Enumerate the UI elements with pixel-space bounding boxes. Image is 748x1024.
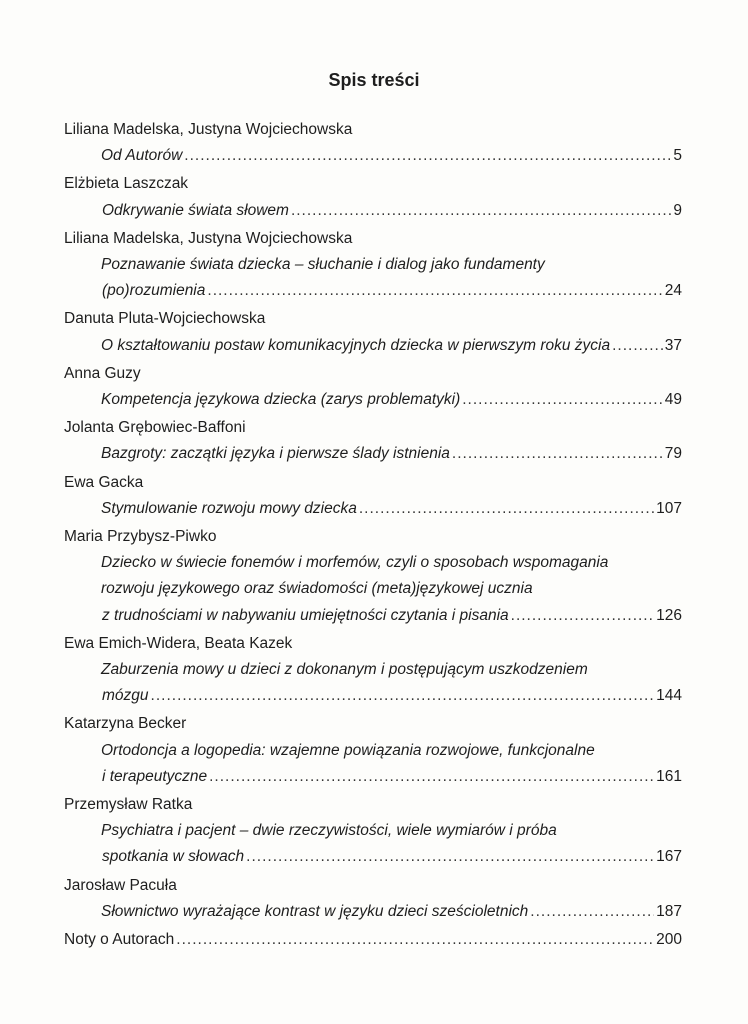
dot-leader: [209, 765, 654, 789]
toc-entry-author: Elżbieta Laszczak: [64, 175, 189, 193]
toc-entry-author: Jarosław Pacuła: [64, 876, 177, 894]
toc-entry-title-leader: [102, 199, 682, 223]
toc-entry-author: Liliana Madelska, Justyna Wojciechowska: [64, 121, 353, 138]
toc-entry-page-number: 9: [673, 201, 682, 219]
toc-entry-title-leader: [101, 388, 682, 412]
dot-leader: [246, 845, 654, 869]
toc-notes-leader: [64, 928, 682, 952]
toc-entry-title: Stymulowanie rozwoju mowy dziecka: [101, 499, 357, 517]
toc-notes-page-number: 200: [656, 931, 682, 948]
toc-entry-author: Anna Guzy: [64, 364, 141, 382]
dot-leader: [176, 928, 654, 952]
toc-entry-author: Danuta Pluta-Wojciechowska: [64, 310, 266, 328]
toc-entry-title-line: rozwoju językowego oraz świadomości (meta)językowej ucznia: [101, 580, 533, 598]
toc-entry-title-leader: [102, 845, 682, 869]
toc-entry-author: Maria Przybysz-Piwko: [64, 528, 217, 545]
toc-entry-title-line: Psychiatra i pacjent – dwie rzeczywistości, wiele wymiarów i próba: [101, 822, 557, 840]
toc-entry-title-line: Ortodoncja a logopedia: wzajemne powiązania rozwojowe, funkcjonalne: [101, 741, 595, 759]
toc-entry-title-line: Dziecko w świecie fonemów i morfemów, czyli o sposobach wspomagania: [101, 554, 609, 572]
toc-entry-title: Słownictwo wyrażające kontrast w języku dzieci sześcioletnich: [101, 902, 529, 920]
toc-notes-label: Noty o Autorach: [64, 931, 175, 948]
toc-entry-title: i terapeutyczne: [102, 767, 208, 785]
toc-entry-author: Jolanta Grębowiec-Baffoni: [64, 419, 246, 437]
toc-entry-title: mózgu: [102, 687, 149, 705]
toc-entry-page-number: 167: [656, 848, 682, 866]
toc-entry-page-number: 187: [656, 902, 682, 920]
toc-entry-page-number: 161: [656, 767, 682, 785]
toc-entry-title-leader: [101, 442, 682, 466]
toc-entry-page-number: 107: [656, 499, 682, 517]
toc-entry-title-leader: [102, 684, 682, 708]
toc-entry-title: z trudnościami w nabywaniu umiejętności czytania i pisania: [102, 606, 509, 624]
toc-entry-title-line: Poznawanie świata dziecka – słuchanie i dialog jako fundamenty: [101, 256, 545, 273]
toc-entry-title: Bazgroty: zaczątki języka i pierwsze ślady istnienia: [101, 445, 450, 463]
page-title: Spis treści: [328, 70, 420, 90]
toc-entry-title-leader: [101, 900, 682, 924]
dot-leader: [462, 388, 663, 412]
dot-leader: [207, 279, 662, 303]
toc-entry-title: (po)rozumienia: [102, 282, 206, 300]
toc-entry-page-number: 126: [656, 606, 682, 624]
toc-entry-author: Ewa Emich-Widera, Beata Kazek: [64, 634, 293, 652]
toc-entry-title: O kształtowaniu postaw komunikacyjnych dziecka w pierwszym roku życia: [101, 336, 611, 354]
toc-entry-page-number: 37: [664, 336, 682, 354]
dot-leader: [452, 442, 663, 466]
toc-entry-title: spotkania w słowach: [102, 848, 245, 866]
toc-entry-title-leader: [101, 497, 682, 521]
toc-entry-title: Od Autorów: [101, 147, 183, 165]
toc-entry-author: Ewa Gacka: [64, 473, 144, 491]
toc-entry-page-number: 79: [664, 445, 682, 463]
toc-entry-title-leader: [102, 765, 682, 789]
toc-entry-title-line: Zaburzenia mowy u dzieci z dokonanym i postępującym uszkodzeniem: [101, 661, 588, 678]
toc-entry-page-number: 144: [656, 687, 682, 705]
toc-entry-author: Przemysław Ratka: [64, 796, 193, 813]
toc-entry-page-number: 24: [664, 282, 682, 300]
dot-leader: [184, 144, 671, 168]
toc-entry-author: Liliana Madelska, Justyna Wojciechowska: [64, 229, 353, 247]
toc-entry-title: Kompetencja językowa dziecka (zarys problematyki): [101, 391, 461, 408]
toc-entry-title-leader: [101, 144, 682, 168]
toc-entry-page-number: 49: [664, 391, 682, 408]
dot-leader: [612, 334, 663, 358]
dot-leader: [291, 199, 671, 223]
dot-leader: [511, 604, 654, 628]
dot-leader: [530, 900, 654, 924]
toc-entry-title: Odkrywanie świata słowem: [102, 201, 289, 219]
toc-entry-title-leader: [101, 334, 682, 358]
toc-entry-page-number: 5: [673, 147, 682, 165]
dot-leader: [359, 497, 654, 521]
toc-entry-title-leader: [102, 279, 682, 303]
toc-entry-author: Katarzyna Becker: [64, 715, 187, 733]
dot-leader: [151, 684, 655, 708]
toc-entry-title-leader: [102, 604, 682, 628]
